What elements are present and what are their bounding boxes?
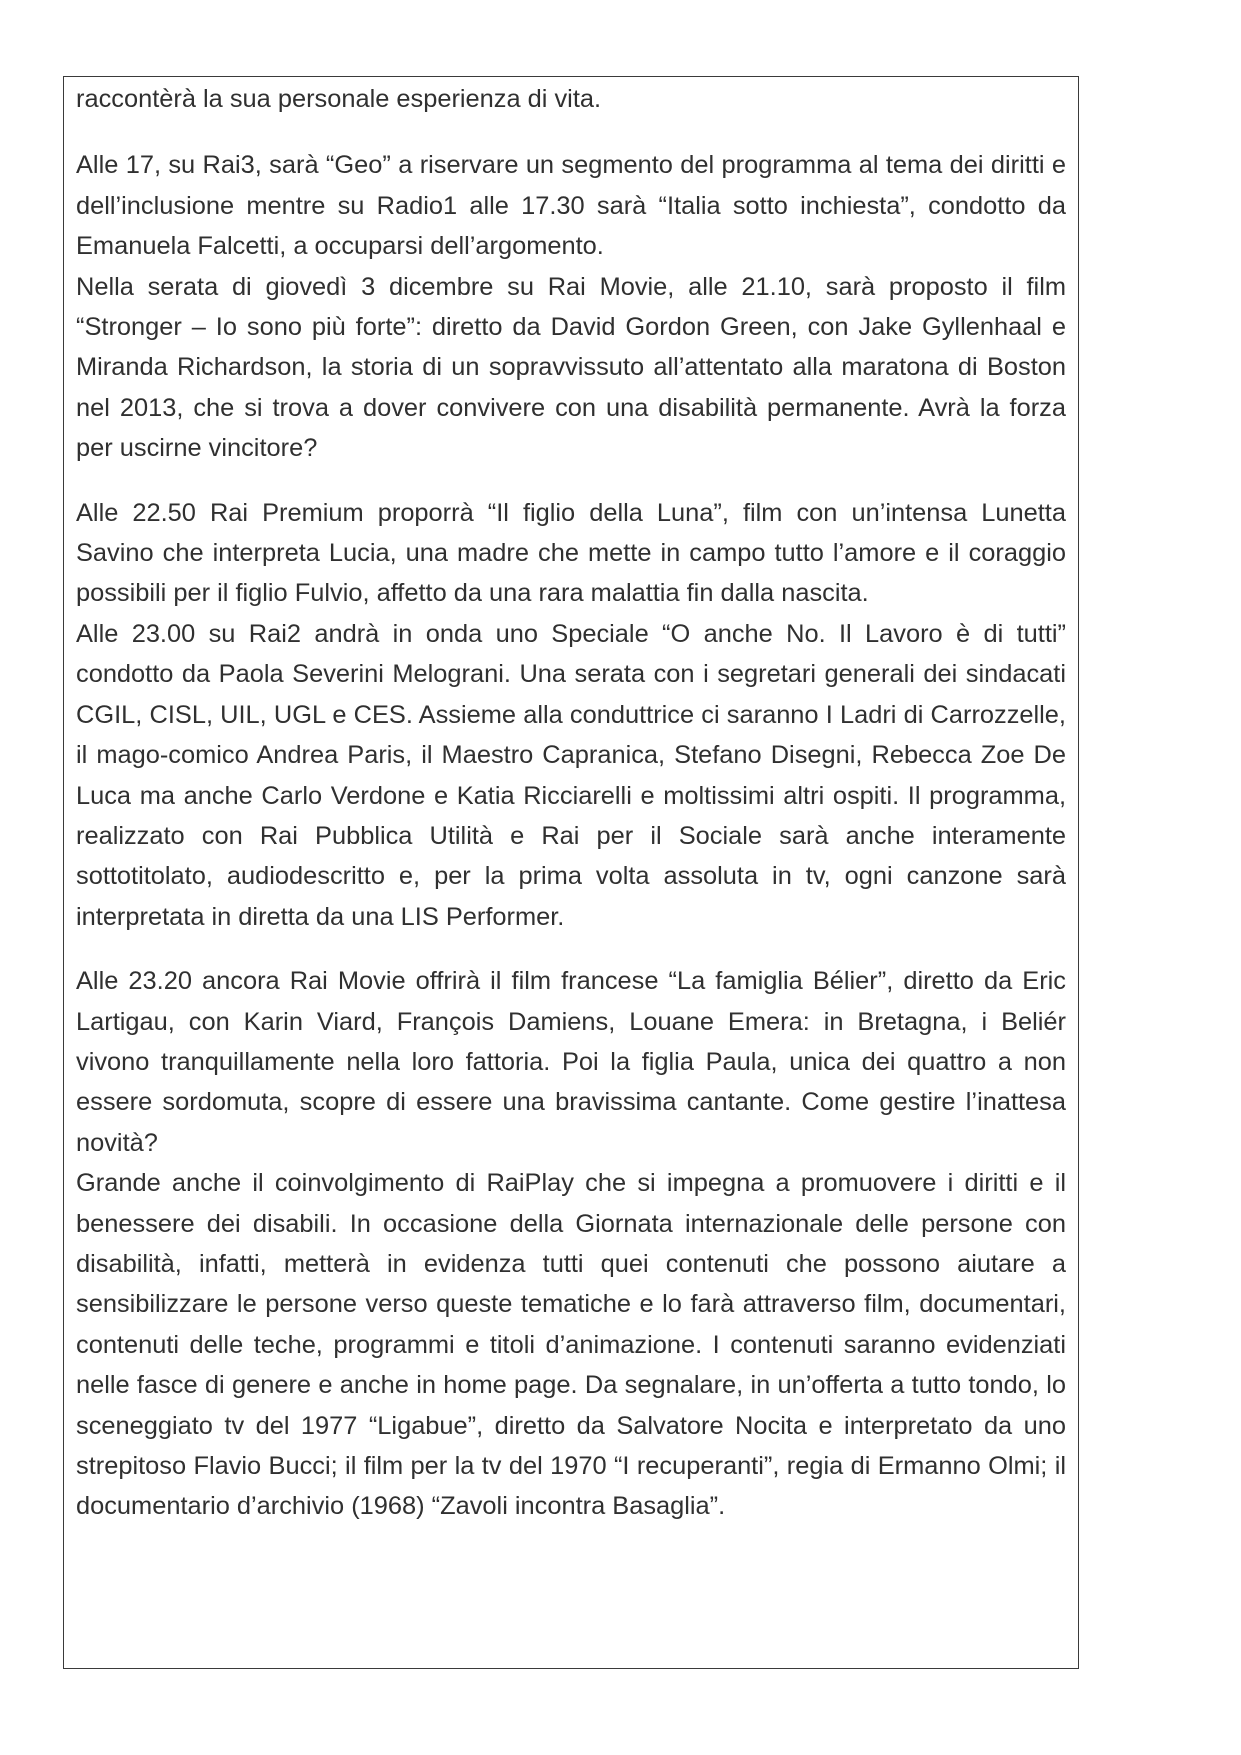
paragraph-raiplay: Grande anche il coinvolgimento di RaiPlay che si impegna a promuovere i diritti e il benessere dei disabili. In occasione della Giornata internazionale delle persone con disabilità, infatti, metterà in evidenza tutti quei contenuti che possono aiutare a sensibilizzare le persone verso queste tematiche e lo farà attraverso film, documentari, contenuti delle teche, programmi e titoli d’animazione. I contenuti saranno evidenziati nelle fasce di genere e anche in home page. Da segnalare, in un’offerta a tutto tondo, lo sceneggiato tv del 1977 “Ligabue”, diretto da Salvatore Nocita e interpretato da uno strepitoso Flavio Bucci; il film per la tv del 1970 “I recuperanti”, regia di Ermanno Olmi; il documentario d’archivio (1968) “Zavoli incontra Basaglia”.	[76, 1169, 1066, 1521]
article-body	[76, 79, 1066, 1527]
paragraph-famiglia-belier: Alle 23.20 ancora Rai Movie offrirà il film francese “La famiglia Bélier”, diretto da Eric Lartigau, con Karin Viard, François Damiens, Louane Emera: in Bretagna, i Beliér vivono tranquillamente nella loro fattoria. Poi la figlia Paula, unica dei quattro a non essere sordomuta, scopre di essere una bravissima cantante. Come gestire l’inattesa novità?	[76, 967, 1066, 1157]
paragraph-rai2-speciale: Alle 23.00 su Rai2 andrà in onda uno Speciale “O anche No. Il Lavoro è di tutti” condotto da Paola Severini Melograni. Una serata con i segretari generali dei sindacati CGIL, CISL, UIL, UGL e CES. Assieme alla conduttrice ci saranno I Ladri di Carrozzelle, il mago-comico Andrea Paris, il Maestro Capranica, Stefano Disegni, Rebecca Zoe De Luca ma anche Carlo Verdone e Katia Ricciarelli e moltissimi altri ospiti. Il programma, realizzato con Rai Pubblica Utilità e Rai per il Sociale sarà anche interamente sottotitolato, audiodescritto e, per la prima volta assoluta in tv, ogni canzone sarà interpretata in diretta da una LIS Performer.	[76, 619, 1066, 931]
paragraph-intro-end: raccontèrà la sua personale esperienza di vita.	[76, 85, 602, 113]
paragraph-rai-premium: Alle 22.50 Rai Premium proporrà “Il figlio della Luna”, film con un’intensa Lunetta Savino che interpreta Lucia, una madre che mette in campo tutto l’amore e il coraggio possibili per il figlio Fulvio, affetto da una rara malattia fin dalla nascita.	[76, 498, 1066, 608]
paragraph-geo-radio1: Alle 17, su Rai3, sarà “Geo” a riservare un segmento del programma al tema dei diritti e dell’inclusione mentre su Radio1 alle 17.30 sarà “Italia sotto inchiesta”, condotto da Emanuela Falcetti, a occuparsi dell’argomento.	[76, 151, 1066, 261]
paragraph-rai-movie-stronger: Nella serata di giovedì 3 dicembre su Rai Movie, alle 21.10, sarà proposto il film “Stronger – Io sono più forte”: diretto da David Gordon Green, con Jake Gyllenhaal e Miranda Richardson, la storia di un sopravvissuto all’attentato alla maratona di Boston nel 2013, che si trova a dover convivere con una disabilità permanente. Avrà la forza per uscirne vincitore?	[76, 272, 1066, 463]
